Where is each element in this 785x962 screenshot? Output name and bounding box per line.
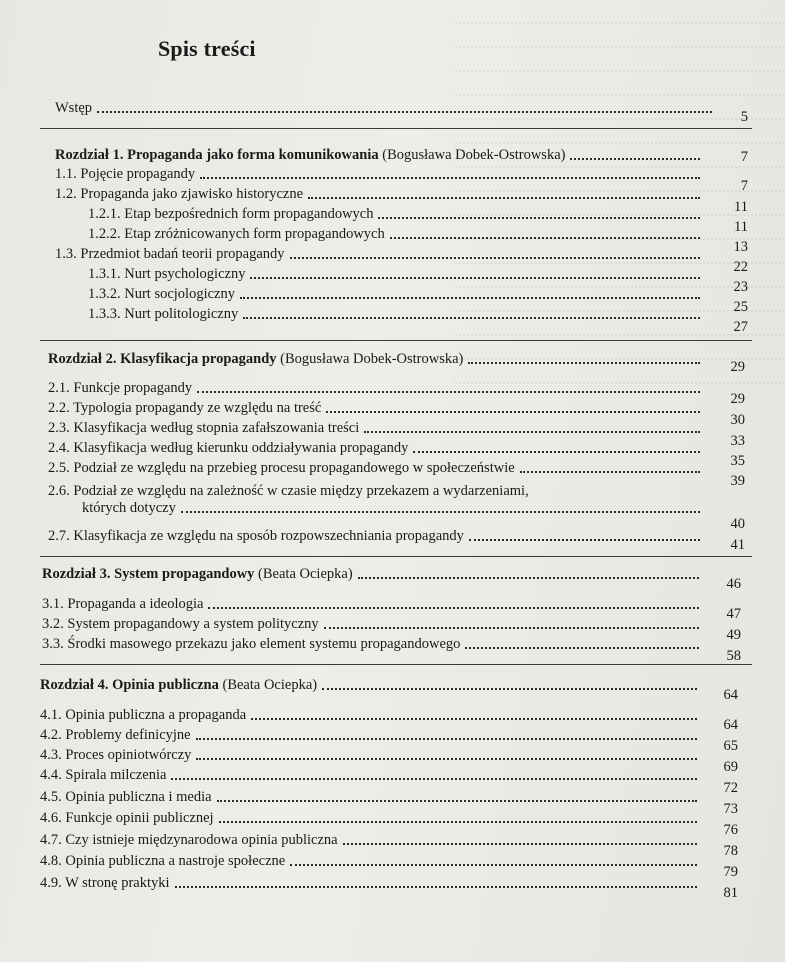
- toc-entry-label: 4.3. Proces opiniotwórczy: [40, 747, 192, 763]
- toc-entry: [48, 397, 703, 417]
- toc-entry: [42, 593, 702, 613]
- toc-entry: [55, 183, 703, 203]
- toc-entry-label: 2.2. Typologia propagandy ze względu na treść: [48, 400, 322, 416]
- toc-entry-label: 3.1. Propaganda a ideologia: [42, 596, 204, 612]
- toc-entry: [40, 872, 700, 892]
- chapter-heading: Rozdział 4. Opinia publiczna: [40, 677, 219, 693]
- dot-leader: [322, 688, 697, 690]
- toc-entry-label: 4.1. Opinia publiczna a propaganda: [40, 707, 247, 723]
- section-divider: [40, 556, 752, 557]
- page-number: 29: [730, 359, 745, 375]
- page-number: 79: [723, 864, 738, 880]
- dot-leader: [413, 451, 700, 453]
- page-title: Spis treści: [158, 36, 256, 61]
- toc-entry-label: 2.1. Funkcje propagandy: [48, 380, 193, 396]
- toc-entry: [40, 744, 700, 764]
- toc-entry-label: 1.2.2. Etap zróżnicowanych form propagandowych: [88, 226, 385, 242]
- dot-leader: [200, 177, 700, 179]
- toc-entry-label: 2.4. Klasyfikacja według kierunku oddziaływania propagandy: [48, 440, 409, 456]
- dot-leader: [219, 821, 697, 823]
- toc-chapter-3: [42, 563, 702, 583]
- dot-leader: [250, 277, 700, 279]
- page-number: 33: [730, 433, 745, 449]
- dot-leader: [243, 317, 700, 319]
- chapter-author: (Beata Ociepka): [258, 566, 353, 582]
- toc-entry: [40, 764, 700, 784]
- toc-entry: [40, 724, 700, 744]
- chapter-author: (Beata Ociepka): [222, 677, 318, 693]
- page-number: 58: [726, 648, 741, 664]
- chapter-heading: Rozdział 2. Klasyfikacja propagandy: [48, 351, 277, 367]
- page-number: 64: [723, 717, 738, 733]
- toc-entry: [48, 437, 703, 457]
- page-number: 7: [740, 178, 748, 194]
- chapter-heading: Rozdział 1. Propaganda jako forma komunikowania: [55, 147, 379, 163]
- page-number: 69: [723, 759, 738, 775]
- section-divider: [40, 664, 752, 665]
- dot-leader: [378, 217, 700, 219]
- page-number: 72: [723, 780, 738, 796]
- chapter-author: (Bogusława Dobek-Ostrowska): [280, 351, 464, 367]
- dot-leader: [197, 391, 700, 393]
- toc-entry-label: 1.3. Przedmiot badań teorii propagandy: [55, 246, 285, 262]
- toc-entry: [48, 457, 703, 477]
- toc-entry: [88, 263, 703, 283]
- page-number: 13: [733, 239, 748, 255]
- section-divider: [40, 340, 752, 341]
- toc-entry: [40, 829, 700, 849]
- page-number: 49: [726, 627, 741, 643]
- section-divider: [40, 128, 752, 129]
- page-number: 7: [740, 149, 748, 165]
- toc-entry: [55, 243, 703, 263]
- toc-entry-continuation: [82, 497, 703, 517]
- page-number: 5: [740, 109, 748, 125]
- toc-entry-label: 2.3. Klasyfikacja według stopnia zafałszowania treści: [48, 420, 360, 436]
- page-number: 35: [730, 453, 745, 469]
- toc-entry: [48, 417, 703, 437]
- toc-chapter-4: [40, 674, 700, 694]
- dot-leader: [208, 607, 699, 609]
- dot-leader: [364, 431, 700, 433]
- toc-entry-label: 4.7. Czy istnieje międzynarodowa opinia publiczna: [40, 832, 338, 848]
- toc-entry-label: 1.1. Pojęcie propagandy: [55, 166, 196, 182]
- dot-leader: [240, 297, 700, 299]
- page-number: 29: [730, 391, 745, 407]
- dot-leader: [308, 197, 700, 199]
- toc-entry-label: 1.3.2. Nurt socjologiczny: [88, 286, 235, 302]
- toc-entry: [40, 850, 700, 870]
- toc-entry: [42, 633, 702, 653]
- dot-leader: [290, 257, 700, 259]
- dot-leader: [171, 778, 697, 780]
- dot-leader: [468, 362, 700, 364]
- toc-entry-label: 1.2.1. Etap bezpośrednich form propagandowych: [88, 206, 374, 222]
- toc-entry: [40, 704, 700, 724]
- toc-entry: [88, 203, 703, 223]
- toc-entry-label: 4.9. W stronę praktyki: [40, 875, 170, 891]
- page-number: 46: [726, 576, 741, 592]
- toc-entry-label: 4.8. Opinia publiczna a nastroje społeczne: [40, 853, 286, 869]
- dot-leader: [196, 738, 697, 740]
- toc-entry-wrapped: 2.6. Podział ze względu na zależność w czasie między przekazem a wydarzeniami,: [48, 483, 529, 499]
- toc-entry-label: 3.2. System propagandowy a system polityczny: [42, 616, 319, 632]
- chapter-heading: Rozdział 3. System propagandowy: [42, 566, 255, 582]
- dot-leader: [520, 471, 700, 473]
- toc-entry: [48, 525, 703, 545]
- page-number: 65: [723, 738, 738, 754]
- toc-chapter-2: [48, 348, 703, 368]
- dot-leader: [290, 864, 697, 866]
- page-number: 64: [723, 687, 738, 703]
- page-number: 81: [723, 885, 738, 901]
- page-number: 47: [726, 606, 741, 622]
- dot-leader: [196, 758, 697, 760]
- toc-entry-label: 2.5. Podział ze względu na przebieg procesu propagandowego w społeczeństwie: [48, 460, 515, 476]
- toc-entry-label: 1.3.3. Nurt politologiczny: [88, 306, 239, 322]
- toc-entry-label: 4.2. Problemy definicyjne: [40, 727, 191, 743]
- toc-entry-label: 2.7. Klasyfikacja ze względu na sposób rozpowszechniania propagandy: [48, 528, 464, 544]
- page-number: 22: [733, 259, 748, 275]
- toc-entry: [55, 163, 703, 183]
- page-number: 27: [733, 319, 748, 335]
- dot-leader: [217, 800, 697, 802]
- toc-entry: [88, 303, 703, 323]
- toc-entry-label: 4.6. Funkcje opinii publicznej: [40, 810, 214, 826]
- dot-leader: [343, 843, 697, 845]
- page-number: 23: [733, 279, 748, 295]
- dot-leader: [570, 158, 700, 160]
- page-number: 76: [723, 822, 738, 838]
- toc-entry-label: 3.3. Środki masowego przekazu jako element systemu propagandowego: [42, 636, 461, 652]
- page-number: 40: [730, 516, 745, 532]
- page-number: 11: [734, 219, 748, 235]
- dot-leader: [390, 237, 700, 239]
- toc-entry: [40, 807, 700, 827]
- toc-entry-label: Wstęp: [55, 100, 93, 116]
- chapter-author: (Bogusława Dobek-Ostrowska): [382, 147, 566, 163]
- dot-leader: [326, 411, 700, 413]
- dot-leader: [251, 718, 697, 720]
- toc-entry: [42, 613, 702, 633]
- page-number: 73: [723, 801, 738, 817]
- toc-entry-label: 1.2. Propaganda jako zjawisko historyczne: [55, 186, 304, 202]
- page-number: 30: [730, 412, 745, 428]
- dot-leader: [358, 577, 699, 579]
- page-number: 11: [734, 199, 748, 215]
- page-number: 41: [730, 537, 745, 553]
- toc-entry: [40, 786, 700, 806]
- toc-entry: [88, 283, 703, 303]
- dot-leader: [324, 627, 699, 629]
- page-number: 25: [733, 299, 748, 315]
- dot-leader: [175, 886, 697, 888]
- dot-leader: [469, 539, 700, 541]
- dot-leader: [97, 111, 712, 113]
- dot-leader: [181, 511, 700, 513]
- toc-entry-label: 4.4. Spirala milczenia: [40, 767, 167, 783]
- toc-entry: [88, 223, 703, 243]
- toc-entry: [48, 377, 703, 397]
- page-number: 39: [730, 473, 745, 489]
- toc-entry-label: 4.5. Opinia publiczna i media: [40, 789, 212, 805]
- toc-entry-intro: [55, 97, 715, 117]
- toc-chapter-1: [55, 144, 703, 164]
- toc-entry-label: których dotyczy: [82, 500, 176, 516]
- dot-leader: [465, 647, 699, 649]
- toc-entry-label: 1.3.1. Nurt psychologiczny: [88, 266, 246, 282]
- page-number: 78: [723, 843, 738, 859]
